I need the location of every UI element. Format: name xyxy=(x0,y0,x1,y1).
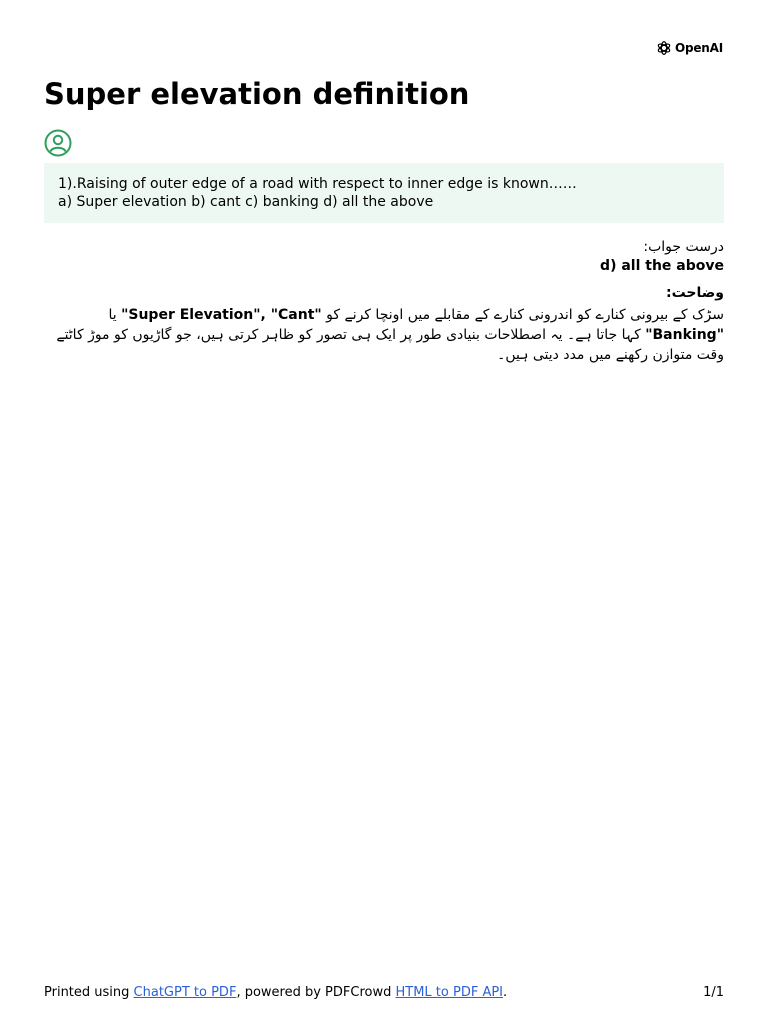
term-super-elevation-cant: "Super Elevation", "Cant" xyxy=(121,307,322,323)
brand-name: OpenAI xyxy=(674,41,723,55)
term-banking: "Banking" xyxy=(645,327,724,343)
html-to-pdf-api-link[interactable]: HTML to PDF API xyxy=(395,985,504,1000)
footer xyxy=(44,984,724,1002)
explanation-text: کہا جاتا ہے۔ یہ اصطلاحات بنیادی طور پر ایک ہی تصور کو ظاہر کرتی ہیں، جو گاڑیوں کو موڑ کاٹتے وقت متوازن رکھنے میں مدد دیتی ہیں۔ xyxy=(56,327,724,363)
explanation-text: یا xyxy=(108,307,122,323)
answer-value: d) all the above xyxy=(600,258,724,274)
assistant-answer xyxy=(44,238,724,365)
user-question xyxy=(44,163,724,223)
answer-label: درست جواب: xyxy=(643,239,724,255)
openai-logo xyxy=(656,40,723,56)
question-options: a) Super elevation b) cant c) banking d) all the above xyxy=(58,194,434,210)
explanation-heading: وضاحت: xyxy=(666,285,724,301)
question-line: 1).Raising of outer edge of a road with respect to inner edge is known…… xyxy=(58,176,577,192)
explanation-text: سڑک کے بیرونی کنارے کو اندرونی کنارے کے مقابلے میں اونچا کرنے کو xyxy=(321,307,724,323)
explanation-paragraph xyxy=(44,305,724,365)
footer-prefix: Printed using xyxy=(44,985,134,1000)
page-title: Super elevation definition xyxy=(44,77,470,111)
openai-icon xyxy=(656,40,672,56)
footer-credit xyxy=(44,984,507,1002)
footer-suffix: . xyxy=(503,985,508,1000)
chatgpt-to-pdf-link[interactable]: ChatGPT to PDF xyxy=(133,985,237,1000)
footer-middle: , powered by PDFCrowd xyxy=(236,985,396,1000)
page-number: 1/1 xyxy=(703,985,724,1000)
user-avatar-icon xyxy=(44,129,72,157)
